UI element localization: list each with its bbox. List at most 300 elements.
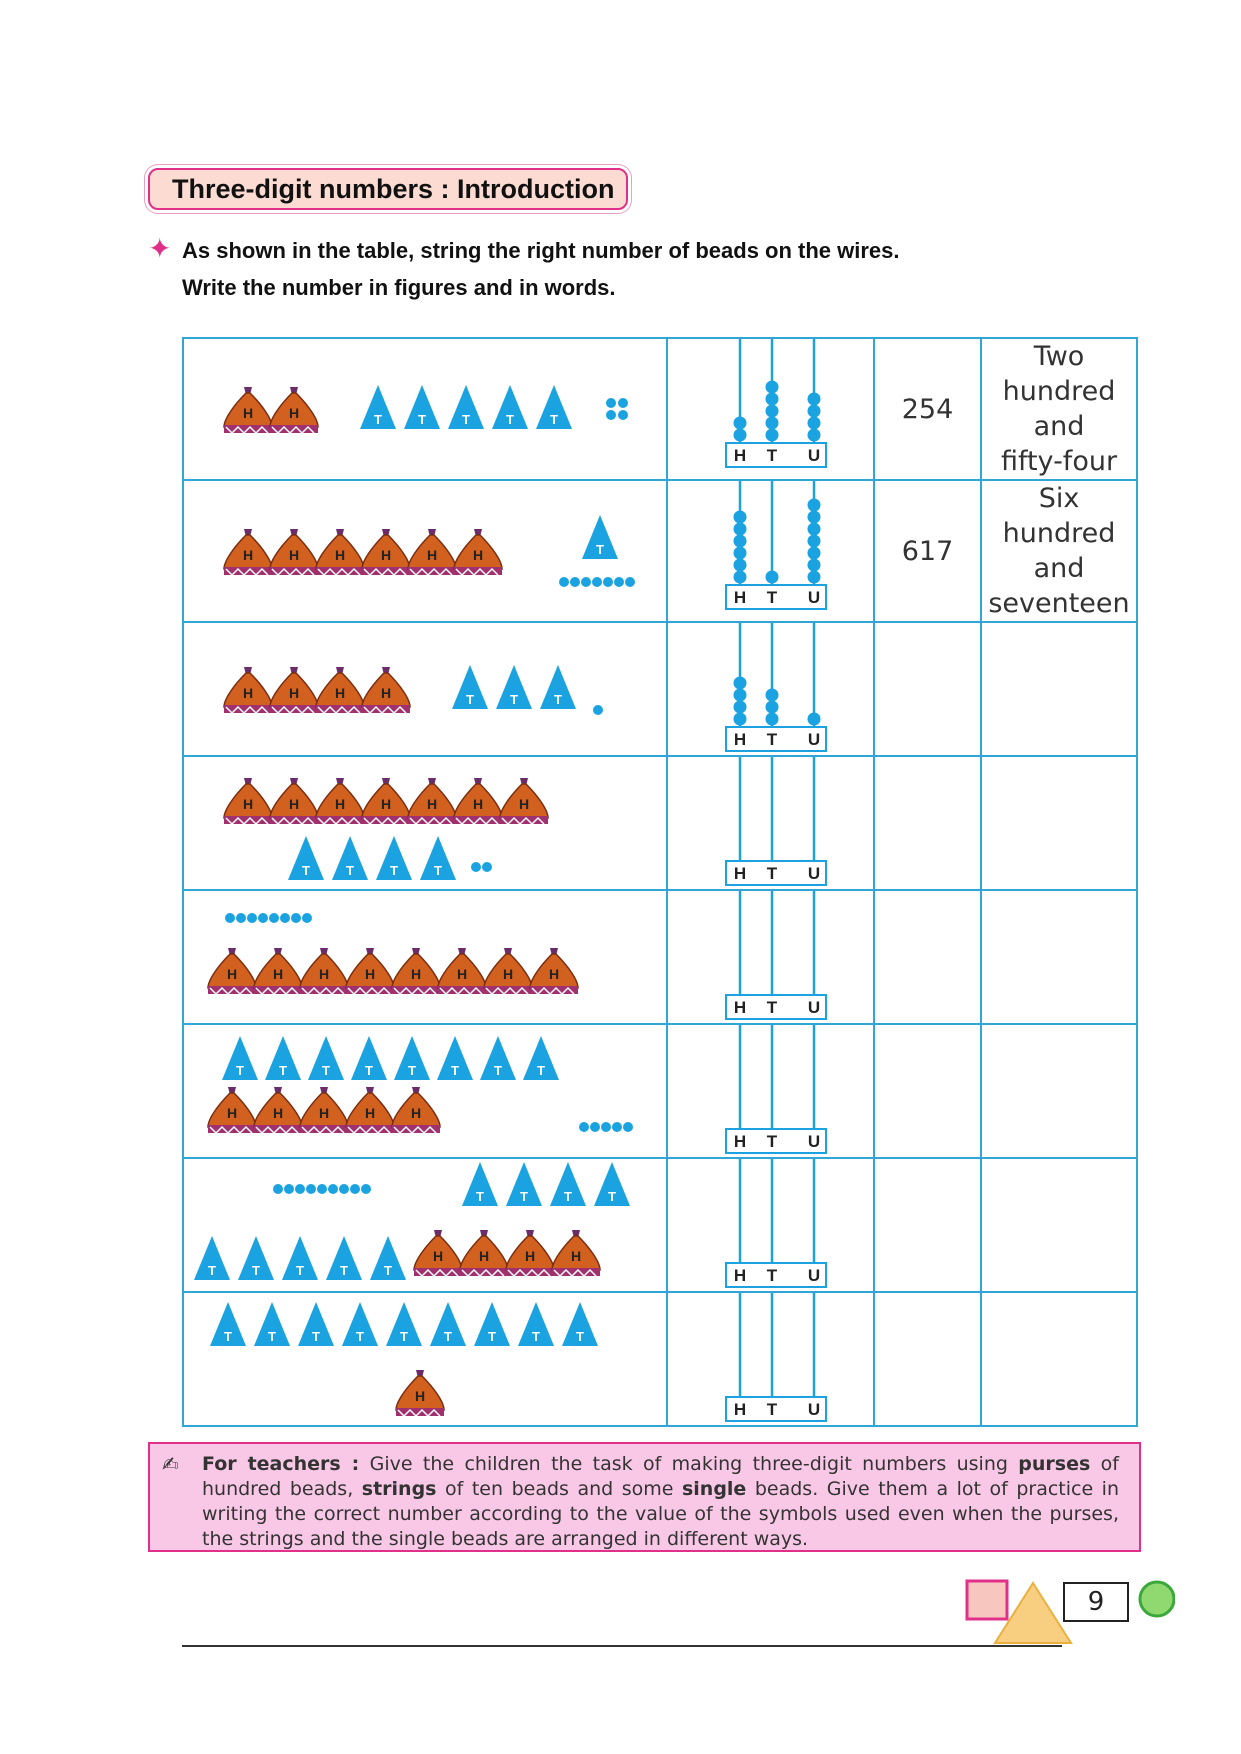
figure-cell	[874, 1158, 981, 1292]
abacus-bead	[734, 689, 747, 702]
bead-icon	[306, 1184, 316, 1194]
abacus-bead	[808, 511, 821, 524]
abacus-bead	[766, 405, 779, 418]
figure-cell	[874, 1292, 981, 1426]
svg-text:T: T	[374, 412, 382, 427]
svg-text:H: H	[334, 547, 346, 563]
abacus-bead	[808, 405, 821, 418]
svg-text:T: T	[208, 1263, 216, 1278]
svg-text:T: T	[596, 542, 604, 557]
abacus-cell	[667, 890, 874, 1024]
place-label: H	[733, 1400, 747, 1419]
bead-icon	[361, 1184, 371, 1194]
svg-text:H: H	[226, 966, 238, 982]
teacher-note-bold: purses	[1018, 1453, 1091, 1475]
symbols-drawing	[184, 339, 666, 479]
svg-text:H: H	[414, 1388, 426, 1404]
svg-text:H: H	[288, 405, 300, 421]
svg-text:T: T	[520, 1189, 528, 1204]
purse-icon	[208, 1087, 256, 1133]
abacus-bead	[734, 547, 747, 560]
svg-text:T: T	[608, 1189, 616, 1204]
svg-text:T: T	[510, 692, 518, 707]
purse-icon	[506, 1230, 554, 1276]
svg-text:H: H	[226, 1105, 238, 1121]
bead-icon	[280, 913, 290, 923]
svg-text:T: T	[576, 1329, 584, 1344]
abacus-bead	[766, 417, 779, 430]
teacher-note-text: Give the children the task of making three-digit numbers using	[359, 1453, 1019, 1475]
figure-cell	[874, 338, 981, 480]
string-triangle-icon	[265, 1036, 301, 1080]
teacher-note-text: of hundred beads,	[202, 1453, 1119, 1500]
svg-text:T: T	[408, 1063, 416, 1078]
symbols-cell	[183, 756, 667, 890]
abacus-bead	[734, 559, 747, 572]
abacus-bead	[734, 677, 747, 690]
number-in-words-line: seventeen	[988, 588, 1130, 619]
svg-text:H: H	[410, 966, 422, 982]
svg-text:T: T	[236, 1063, 244, 1078]
instruction-line-1: As shown in the table, string the right number of beads on the wires.	[182, 238, 900, 263]
abacus-drawing	[668, 1025, 873, 1157]
purse-icon	[254, 948, 302, 994]
bead-icon	[614, 577, 624, 587]
purse-icon	[362, 667, 410, 713]
svg-text:T: T	[418, 412, 426, 427]
abacus-bead	[766, 393, 779, 406]
svg-text:T: T	[506, 412, 514, 427]
abacus-bead	[766, 571, 779, 584]
bead-icon	[579, 1122, 589, 1132]
place-label: U	[807, 1132, 821, 1151]
words-cell	[981, 756, 1137, 890]
abacus-bead	[808, 417, 821, 430]
string-triangle-icon	[540, 665, 576, 709]
string-triangle-icon	[360, 385, 396, 429]
purse-icon	[316, 667, 364, 713]
place-label: T	[766, 588, 778, 607]
string-triangle-icon	[222, 1036, 258, 1080]
bead-icon	[284, 1184, 294, 1194]
bead-icon	[328, 1184, 338, 1194]
symbols-drawing	[184, 891, 666, 1023]
svg-text:T: T	[296, 1263, 304, 1278]
bead-icon	[559, 577, 569, 587]
abacus-drawing	[668, 891, 873, 1023]
bead-icon	[592, 577, 602, 587]
figure-cell	[874, 756, 981, 890]
abacus-bead	[734, 713, 747, 726]
svg-text:T: T	[488, 1329, 496, 1344]
bead-icon	[269, 913, 279, 923]
teacher-note-text: beads. Give them a lot of practice in writing the correct number according to the value of the symbols used even when the purses, the strings and the single beads are arranged in different ways.	[202, 1478, 1119, 1550]
place-label: T	[766, 1132, 778, 1151]
bead-icon	[603, 577, 613, 587]
bead-icon	[471, 862, 481, 872]
string-triangle-icon	[474, 1302, 510, 1346]
symbols-cell	[183, 338, 667, 480]
exercise-table	[182, 337, 1138, 1427]
place-label: T	[766, 1400, 778, 1419]
abacus-drawing	[668, 481, 873, 613]
svg-text:T: T	[564, 1189, 572, 1204]
svg-text:H: H	[242, 547, 254, 563]
abacus-bead	[766, 381, 779, 394]
purse-icon	[270, 529, 318, 575]
abacus-bead	[766, 701, 779, 714]
words-cell	[981, 1292, 1137, 1426]
svg-text:H: H	[380, 796, 392, 812]
place-label: U	[807, 1400, 821, 1419]
abacus-bead	[734, 511, 747, 524]
abacus-bead	[808, 571, 821, 584]
place-label: H	[733, 588, 747, 607]
figure-cell	[874, 480, 981, 622]
table-row	[183, 1292, 1137, 1426]
svg-text:T: T	[444, 1329, 452, 1344]
place-label: T	[766, 864, 778, 883]
symbols-cell	[183, 1024, 667, 1158]
bead-icon	[247, 913, 257, 923]
symbols-cell	[183, 622, 667, 756]
words-cell	[981, 338, 1137, 480]
bead-icon	[317, 1184, 327, 1194]
string-triangle-icon	[326, 1236, 362, 1280]
svg-text:T: T	[400, 1329, 408, 1344]
svg-text:H: H	[432, 1248, 444, 1264]
abacus-bead	[808, 547, 821, 560]
string-triangle-icon	[437, 1036, 473, 1080]
symbols-drawing	[184, 1159, 666, 1291]
abacus-bead	[808, 535, 821, 548]
symbols-drawing	[184, 1025, 666, 1157]
svg-text:T: T	[550, 412, 558, 427]
teacher-note	[148, 1442, 1141, 1552]
string-triangle-icon	[506, 1162, 542, 1206]
string-triangle-icon	[492, 385, 528, 429]
purse-icon	[438, 948, 486, 994]
svg-text:H: H	[288, 685, 300, 701]
abacus-bead	[734, 535, 747, 548]
svg-text:T: T	[346, 863, 354, 878]
symbols-cell	[183, 1158, 667, 1292]
table-row	[183, 480, 1137, 622]
place-label: T	[766, 998, 778, 1017]
place-label: T	[766, 446, 778, 465]
svg-text:H: H	[288, 796, 300, 812]
table-row	[183, 1024, 1137, 1158]
purse-icon	[484, 948, 532, 994]
table-row	[183, 338, 1137, 480]
bead-icon	[601, 1122, 611, 1132]
svg-text:H: H	[426, 547, 438, 563]
string-triangle-icon	[404, 385, 440, 429]
bead-icon	[225, 913, 235, 923]
number-in-words-line: and	[1033, 553, 1085, 584]
string-triangle-icon	[430, 1302, 466, 1346]
bead-icon	[625, 577, 635, 587]
bead-icon	[606, 410, 616, 420]
figure-cell	[874, 890, 981, 1024]
bead-icon	[618, 410, 628, 420]
purse-icon	[396, 1370, 444, 1416]
purse-icon	[316, 778, 364, 824]
purse-icon	[224, 778, 272, 824]
abacus-bead	[734, 571, 747, 584]
svg-text:H: H	[318, 966, 330, 982]
svg-text:T: T	[365, 1063, 373, 1078]
abacus-drawing	[668, 339, 873, 471]
teacher-note-heading: For teachers :	[202, 1453, 360, 1475]
svg-text:H: H	[242, 796, 254, 812]
place-label: H	[733, 998, 747, 1017]
svg-text:T: T	[224, 1329, 232, 1344]
number-in-figures: 617	[901, 535, 954, 567]
svg-text:H: H	[288, 547, 300, 563]
purse-icon	[270, 778, 318, 824]
place-label: H	[733, 1132, 747, 1151]
svg-text:T: T	[494, 1063, 502, 1078]
abacus-bead	[766, 689, 779, 702]
place-label: H	[733, 1266, 747, 1285]
teacher-note-bold: single	[681, 1478, 747, 1500]
string-triangle-icon	[536, 385, 572, 429]
bead-icon	[606, 398, 616, 408]
place-label: U	[807, 1266, 821, 1285]
abacus-bead	[808, 523, 821, 536]
symbols-drawing	[184, 1293, 666, 1425]
svg-text:T: T	[390, 863, 398, 878]
page-title: Three-digit numbers : Introduction	[148, 168, 628, 210]
purse-icon	[408, 529, 456, 575]
svg-text:T: T	[322, 1063, 330, 1078]
string-triangle-icon	[351, 1036, 387, 1080]
words-cell	[981, 1024, 1137, 1158]
purse-icon	[208, 948, 256, 994]
place-label: H	[733, 446, 747, 465]
page-number: 9	[1063, 1582, 1129, 1622]
svg-text:H: H	[272, 966, 284, 982]
svg-text:H: H	[334, 685, 346, 701]
abacus-bead	[766, 713, 779, 726]
purse-icon	[362, 778, 410, 824]
circle-shape-icon	[1140, 1582, 1174, 1616]
abacus-bead	[808, 559, 821, 572]
abacus-cell	[667, 338, 874, 480]
svg-text:T: T	[434, 863, 442, 878]
square-shape-icon	[967, 1581, 1007, 1619]
number-in-words-line: Two	[1033, 341, 1085, 372]
string-triangle-icon	[332, 836, 368, 880]
abacus-cell	[667, 1158, 874, 1292]
abacus-bead	[734, 429, 747, 442]
number-in-words-line: Six hundred	[1002, 483, 1116, 549]
string-triangle-icon	[238, 1236, 274, 1280]
bead-icon	[590, 1122, 600, 1132]
table-row	[183, 1158, 1137, 1292]
svg-text:H: H	[318, 1105, 330, 1121]
string-triangle-icon	[308, 1036, 344, 1080]
string-triangle-icon	[376, 836, 412, 880]
abacus-bead	[808, 429, 821, 442]
symbols-drawing	[184, 757, 666, 889]
bead-icon	[623, 1122, 633, 1132]
place-label: U	[807, 588, 821, 607]
bead-icon	[581, 577, 591, 587]
abacus-drawing	[668, 623, 873, 755]
bead-icon	[236, 913, 246, 923]
purse-icon	[254, 1087, 302, 1133]
svg-text:H: H	[242, 405, 254, 421]
symbols-cell	[183, 1292, 667, 1426]
string-triangle-icon	[452, 665, 488, 709]
abacus-bead	[734, 417, 747, 430]
svg-text:T: T	[356, 1329, 364, 1344]
bead-icon	[570, 577, 580, 587]
figure-cell	[874, 622, 981, 756]
string-triangle-icon	[582, 515, 618, 559]
purse-icon	[460, 1230, 508, 1276]
svg-text:H: H	[272, 1105, 284, 1121]
svg-text:H: H	[410, 1105, 422, 1121]
bead-icon	[593, 705, 603, 715]
purse-icon	[392, 1087, 440, 1133]
purse-icon	[270, 387, 318, 433]
place-label: U	[807, 446, 821, 465]
abacus-cell	[667, 622, 874, 756]
string-triangle-icon	[462, 1162, 498, 1206]
abacus-cell	[667, 1024, 874, 1158]
string-triangle-icon	[370, 1236, 406, 1280]
purse-icon	[224, 387, 272, 433]
svg-text:H: H	[518, 796, 530, 812]
string-triangle-icon	[496, 665, 532, 709]
string-triangle-icon	[282, 1236, 318, 1280]
string-triangle-icon	[194, 1236, 230, 1280]
purse-icon	[500, 778, 548, 824]
symbols-cell	[183, 480, 667, 622]
purse-icon	[454, 778, 502, 824]
string-triangle-icon	[448, 385, 484, 429]
teacher-note-bold: strings	[361, 1478, 437, 1500]
svg-text:H: H	[502, 966, 514, 982]
table-row	[183, 756, 1137, 890]
string-triangle-icon	[550, 1162, 586, 1206]
table-row	[183, 890, 1137, 1024]
symbols-drawing	[184, 623, 666, 755]
bead-icon	[612, 1122, 622, 1132]
place-label: T	[766, 1266, 778, 1285]
place-label: U	[807, 730, 821, 749]
place-label: U	[807, 998, 821, 1017]
string-triangle-icon	[342, 1302, 378, 1346]
purse-icon	[362, 529, 410, 575]
svg-text:T: T	[312, 1329, 320, 1344]
svg-text:T: T	[340, 1263, 348, 1278]
string-triangle-icon	[394, 1036, 430, 1080]
abacus-cell	[667, 480, 874, 622]
table-row	[183, 622, 1137, 756]
svg-text:T: T	[384, 1263, 392, 1278]
svg-text:T: T	[451, 1063, 459, 1078]
svg-text:H: H	[472, 547, 484, 563]
writing-hand-icon: ✍	[162, 1452, 179, 1476]
svg-text:H: H	[334, 796, 346, 812]
bead-icon	[273, 1184, 283, 1194]
symbols-cell	[183, 890, 667, 1024]
string-triangle-icon	[254, 1302, 290, 1346]
svg-text:T: T	[537, 1063, 545, 1078]
string-triangle-icon	[420, 836, 456, 880]
string-triangle-icon	[480, 1036, 516, 1080]
abacus-bead	[808, 499, 821, 512]
place-label: U	[807, 864, 821, 883]
words-cell	[981, 480, 1137, 622]
footer-rule	[182, 1645, 1062, 1647]
svg-text:T: T	[466, 692, 474, 707]
bead-icon	[618, 398, 628, 408]
symbols-drawing	[184, 481, 666, 621]
purse-icon	[224, 667, 272, 713]
words-cell	[981, 890, 1137, 1024]
purse-icon	[552, 1230, 600, 1276]
abacus-bead	[808, 713, 821, 726]
svg-text:H: H	[472, 796, 484, 812]
bead-icon	[482, 862, 492, 872]
string-triangle-icon	[210, 1302, 246, 1346]
star-bullet-icon: ✦	[148, 233, 172, 264]
bead-icon	[350, 1184, 360, 1194]
svg-text:H: H	[364, 1105, 376, 1121]
purse-icon	[530, 948, 578, 994]
words-cell	[981, 1158, 1137, 1292]
svg-text:H: H	[478, 1248, 490, 1264]
svg-text:H: H	[380, 685, 392, 701]
bead-icon	[295, 1184, 305, 1194]
purse-icon	[454, 529, 502, 575]
purse-icon	[408, 778, 456, 824]
string-triangle-icon	[594, 1162, 630, 1206]
svg-text:T: T	[252, 1263, 260, 1278]
abacus-drawing	[668, 757, 873, 889]
bead-icon	[291, 913, 301, 923]
abacus-bead	[734, 523, 747, 536]
purse-icon	[300, 948, 348, 994]
bead-icon	[339, 1184, 349, 1194]
instruction-line-2: Write the number in figures and in words.	[182, 275, 616, 300]
svg-text:H: H	[364, 966, 376, 982]
abacus-drawing	[668, 1159, 873, 1291]
svg-text:T: T	[302, 863, 310, 878]
string-triangle-icon	[562, 1302, 598, 1346]
purse-icon	[346, 1087, 394, 1133]
words-cell	[981, 622, 1137, 756]
svg-text:H: H	[426, 796, 438, 812]
instruction	[148, 232, 900, 306]
abacus-drawing	[668, 1293, 873, 1425]
purse-icon	[346, 948, 394, 994]
purse-icon	[316, 529, 364, 575]
abacus-bead	[766, 429, 779, 442]
abacus-cell	[667, 1292, 874, 1426]
string-triangle-icon	[298, 1302, 334, 1346]
place-label: H	[733, 730, 747, 749]
string-triangle-icon	[288, 836, 324, 880]
abacus-cell	[667, 756, 874, 890]
teacher-note-text: of ten beads and some	[436, 1478, 682, 1500]
purse-icon	[414, 1230, 462, 1276]
